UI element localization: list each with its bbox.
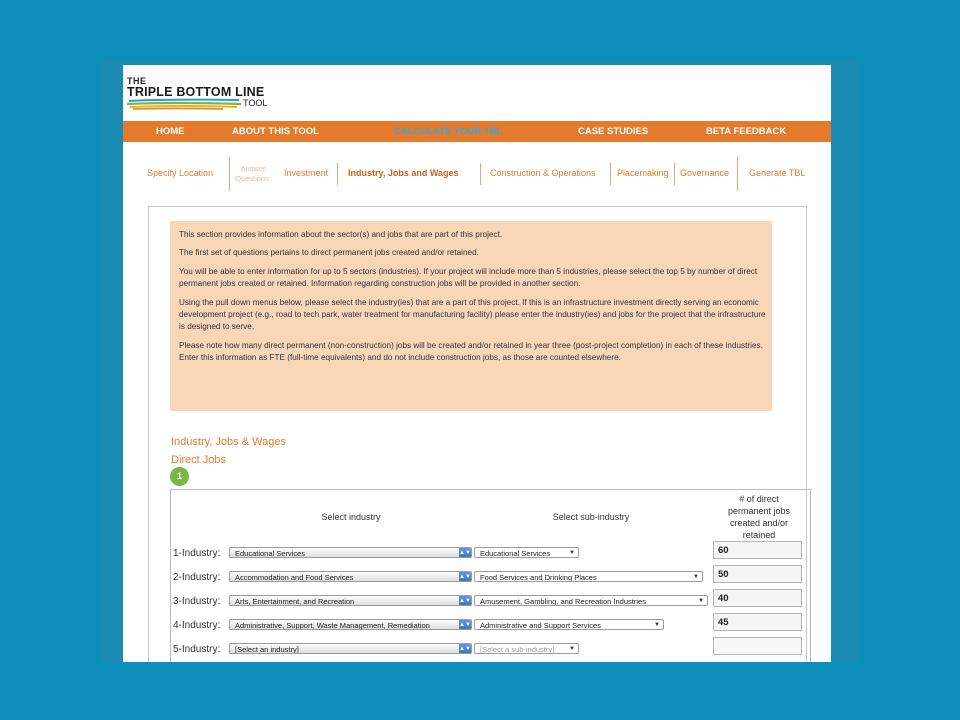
step-investment[interactable]: Investment — [284, 168, 329, 178]
industry-select[interactable] — [229, 643, 472, 654]
logo-line-2: TRIPLE BOTTOM LINE — [127, 85, 265, 99]
instructions-paragraph: Please note how many direct permanent (non-construction) jobs will be created and/or retained in year three (post-project completion) in each of these industries. Enter this information as FTE (full-time equivalents) and do not include construction jobs, as those are counted elsewhere. — [179, 340, 763, 363]
sub-industry-select-value: Amusement, Gambling, and Recreation Industries — [480, 597, 646, 606]
logo-brush-strokes — [127, 98, 245, 110]
jobs-input[interactable]: 50 — [713, 565, 802, 583]
instructions-paragraph: Using the pull down menus below, please select the industry(ies) that are a part of this project. If this is an infrastructure investment directly serving an economic development project (e.g., road to tech park, water treatment for manufacturing facility) please enter the industry(ies) and jobs for the project that the infrastructure is designed to serve. — [179, 297, 766, 332]
column-header-jobs: # of direct permanent jobs created and/or retained — [727, 494, 791, 540]
step-generate-tbl[interactable]: Generate TBL — [749, 168, 806, 178]
row-label: 2-Industry: — [173, 572, 221, 583]
step-divider — [737, 157, 738, 191]
step-divider — [337, 163, 338, 185]
row-label: 1-Industry: — [173, 548, 221, 559]
dropdown-arrows-icon: ▲▼ — [459, 596, 471, 606]
web-page — [123, 65, 831, 662]
chevron-down-icon: ▼ — [693, 574, 699, 580]
sub-industry-select-value: Educational Services — [480, 549, 551, 558]
sub-industry-select[interactable] — [474, 595, 708, 606]
sub-industry-select[interactable] — [474, 571, 703, 582]
industry-select[interactable] — [229, 571, 472, 582]
answer-questions-label: Answer Questions: — [235, 164, 271, 183]
step-divider — [674, 163, 675, 185]
step-governance[interactable]: Governance — [680, 168, 730, 178]
section-title: Industry, Jobs & Wages — [171, 436, 286, 448]
chevron-down-icon: ▼ — [569, 646, 575, 652]
sub-industry-select-value: [Select a sub-industry] — [480, 645, 555, 654]
step-divider — [480, 163, 481, 185]
dropdown-arrows-icon: ▲▼ — [459, 644, 471, 654]
row-label: 3-Industry: — [173, 596, 221, 607]
row-label: 4-Industry: — [173, 620, 221, 631]
industry-select-value: Administrative, Support, Waste Management, Remediation — [235, 621, 430, 630]
step-placemaking[interactable]: Placemaking — [617, 168, 669, 178]
dropdown-arrows-icon: ▲▼ — [459, 572, 471, 582]
industry-select[interactable] — [229, 619, 472, 630]
instructions-paragraph: This section provides information about the sector(s) and jobs that are part of this project. — [179, 230, 503, 239]
step-specify-location[interactable]: Specify Location — [147, 168, 214, 178]
column-header-sub-industry: Select sub-industry — [552, 512, 630, 522]
sub-industry-select[interactable] — [474, 619, 664, 630]
jobs-input[interactable] — [713, 637, 802, 655]
dropdown-arrows-icon: ▲▼ — [459, 548, 471, 558]
instructions-paragraph: The first set of questions pertains to direct permanent jobs created and/or retained. — [179, 248, 479, 258]
industry-select-value: Educational Services — [235, 549, 306, 558]
chevron-down-icon: ▼ — [569, 550, 575, 556]
jobs-input[interactable]: 45 — [713, 613, 802, 631]
industry-select[interactable] — [229, 547, 472, 558]
step-divider — [229, 157, 230, 191]
chevron-down-icon: ▼ — [698, 598, 704, 604]
sub-industry-select[interactable] — [474, 547, 579, 558]
dropdown-arrows-icon: ▲▼ — [459, 620, 471, 630]
step-industry-jobs-wages[interactable]: Industry, Jobs and Wages — [348, 168, 459, 178]
main-nav — [123, 121, 831, 142]
column-header-industry: Select industry — [321, 512, 381, 522]
nav-beta-feedback[interactable]: BETA FEEDBACK — [706, 126, 787, 137]
logo-line-1: THE — [127, 76, 147, 86]
sub-industry-select-value: Administrative and Support Services — [480, 621, 601, 630]
sub-industry-select[interactable] — [474, 643, 579, 654]
nav-case-studies[interactable]: CASE STUDIES — [578, 126, 649, 137]
nav-calculate[interactable]: CALCULATE YOUR TBL — [394, 126, 503, 137]
jobs-input[interactable]: 40 — [713, 589, 802, 607]
industry-select-value: Accommodation and Food Services — [235, 573, 354, 582]
industry-select-value: [Select an industry] — [235, 645, 299, 654]
row-label: 5-Industry: — [173, 644, 221, 655]
nav-about[interactable]: ABOUT THIS TOOL — [232, 126, 319, 137]
step-construction-operations[interactable]: Construction & Operations — [490, 168, 596, 178]
nav-home[interactable]: HOME — [156, 126, 185, 137]
instructions-box — [170, 221, 772, 411]
site-logo[interactable] — [127, 76, 267, 116]
sub-industry-select-value: Food Services and Drinking Places — [480, 573, 597, 582]
jobs-input[interactable]: 60 — [713, 541, 802, 559]
subsection-title: Direct Jobs — [171, 454, 227, 466]
direct-jobs-table — [170, 489, 811, 662]
instructions-paragraph: You will be able to enter information for up to 5 sectors (industries). If your project will include more than 5 industries, please select the top 5 by number of direct permanent jobs created or retained. Information regarding construction jobs will be provided in another section. — [179, 266, 758, 289]
industry-select-value: Arts, Entertainment, and Recreation — [235, 597, 355, 606]
step-number-badge: 1 — [170, 467, 189, 486]
chevron-down-icon: ▼ — [654, 622, 660, 628]
logo-line-3: TOOL — [243, 98, 268, 108]
step-divider — [610, 163, 611, 185]
industry-select[interactable] — [229, 595, 472, 606]
